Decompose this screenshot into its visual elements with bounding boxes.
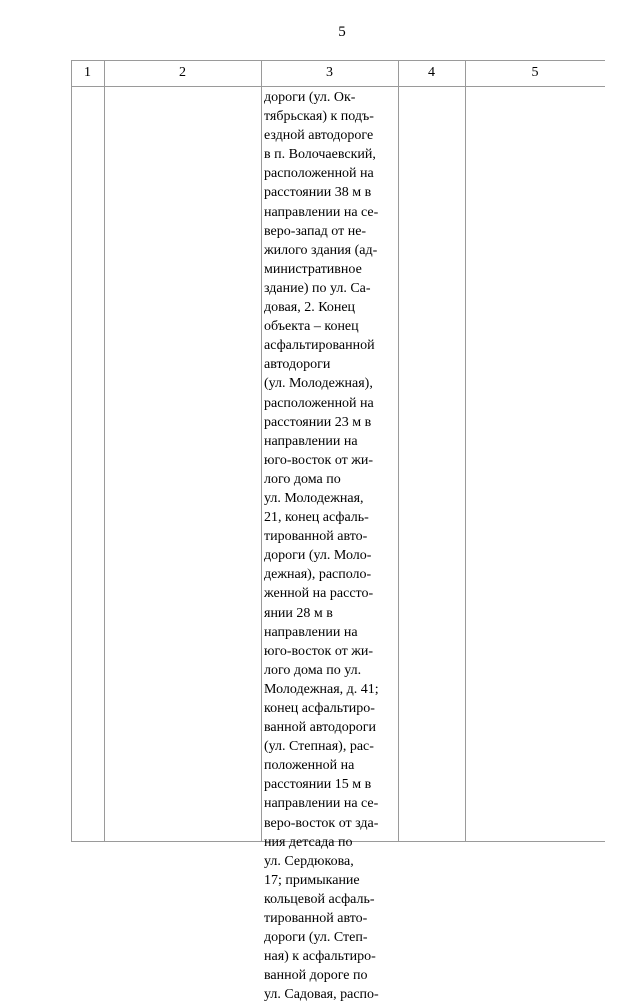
cell-text-line: лого дома по ул. bbox=[264, 662, 362, 678]
header-row-divider bbox=[71, 86, 605, 87]
column-header-3: 3 bbox=[326, 65, 333, 80]
cell-text-line: дороги (ул. Степ- bbox=[264, 930, 368, 946]
cell-text-line: автодороги bbox=[264, 357, 331, 373]
cell-text-line: асфальтированной bbox=[264, 338, 375, 354]
cell-text-line: расстоянии 38 м в bbox=[264, 185, 372, 201]
cell-text-line: Молодежная, д. 41; bbox=[264, 681, 379, 697]
cell-col3-text bbox=[264, 88, 396, 1005]
column-header-2: 2 bbox=[179, 65, 186, 80]
cell-text-line: веро-восток от зда- bbox=[264, 815, 379, 831]
column-divider bbox=[104, 60, 105, 842]
cell-text-line: направлении на bbox=[264, 624, 358, 640]
column-header-1: 1 bbox=[84, 65, 91, 80]
column-divider bbox=[261, 60, 262, 842]
column-divider bbox=[398, 60, 399, 842]
cell-text-line: направлении на се- bbox=[264, 796, 379, 812]
cell-text-line: расположенной на bbox=[264, 166, 374, 182]
cell-text-line: положенной на bbox=[264, 758, 355, 774]
cell-text-line: лого дома по bbox=[264, 471, 341, 487]
cell-text-line: тябрьская) к подъ- bbox=[264, 109, 374, 125]
cell-text-line: направлении на се- bbox=[264, 204, 379, 220]
cell-text-line: ездной автодороге bbox=[264, 128, 374, 144]
column-divider bbox=[71, 60, 72, 842]
cell-text-line: расстоянии 23 м в bbox=[264, 414, 372, 430]
cell-text-line: направлении на bbox=[264, 433, 358, 449]
cell-text-line: расстоянии 15 м в bbox=[264, 777, 372, 793]
cell-text-line: ванной автодороги bbox=[264, 720, 376, 736]
cell-text-line: дороги (ул. Моло- bbox=[264, 548, 372, 564]
cell-text-line: ная) к асфальтиро- bbox=[264, 949, 376, 965]
cell-text-line: (ул. Молодежная), bbox=[264, 376, 373, 392]
cell-text-line: расположенной на bbox=[264, 395, 374, 411]
cell-text-line: юго-восток от жи- bbox=[264, 643, 374, 659]
cell-text-line: тированной авто- bbox=[264, 529, 368, 545]
cell-text-line: 17; примыкание bbox=[264, 872, 360, 888]
column-header-5: 5 bbox=[531, 65, 539, 80]
column-header-4: 4 bbox=[428, 65, 435, 80]
cell-text-line: ул. Молодежная, bbox=[264, 490, 364, 506]
cell-text-line: янии 28 м в bbox=[264, 605, 333, 621]
cell-text-line: женной на рассто- bbox=[264, 586, 374, 602]
cell-text-line: дежная), располо- bbox=[264, 567, 372, 583]
cell-text-line: довая, 2. Конец bbox=[264, 300, 356, 316]
cell-text-line: в п. Волочаевский, bbox=[264, 147, 376, 163]
column-divider bbox=[465, 60, 466, 842]
page-number: 5 bbox=[338, 24, 346, 40]
cell-text-line: ул. Садовая, распо- bbox=[264, 987, 379, 1003]
cell-text-line: (ул. Степная), рас- bbox=[264, 739, 374, 755]
cell-text-line: ул. Сердюкова, bbox=[264, 853, 354, 869]
cell-text-line: объекта – конец bbox=[264, 319, 359, 335]
cell-text-line: жилого здания (ад- bbox=[264, 242, 378, 258]
cell-text-line: здание) по ул. Са- bbox=[264, 280, 371, 296]
cell-text-line: конец асфальтиро- bbox=[264, 701, 375, 716]
cell-text-line: министративное bbox=[264, 261, 362, 277]
cell-text-line: ванной дороге по bbox=[264, 968, 368, 984]
cell-text-line: юго-восток от жи- bbox=[264, 452, 374, 468]
cell-text-line: кольцевой асфаль- bbox=[264, 891, 375, 907]
cell-text-line: веро-запад от не- bbox=[264, 223, 367, 239]
cell-text-line: 21, конец асфаль- bbox=[264, 510, 369, 526]
cell-text-line: дороги (ул. Ок- bbox=[264, 90, 356, 105]
cell-text-line: ния детсада по bbox=[264, 834, 353, 850]
cell-text-line: тированной авто- bbox=[264, 911, 368, 927]
